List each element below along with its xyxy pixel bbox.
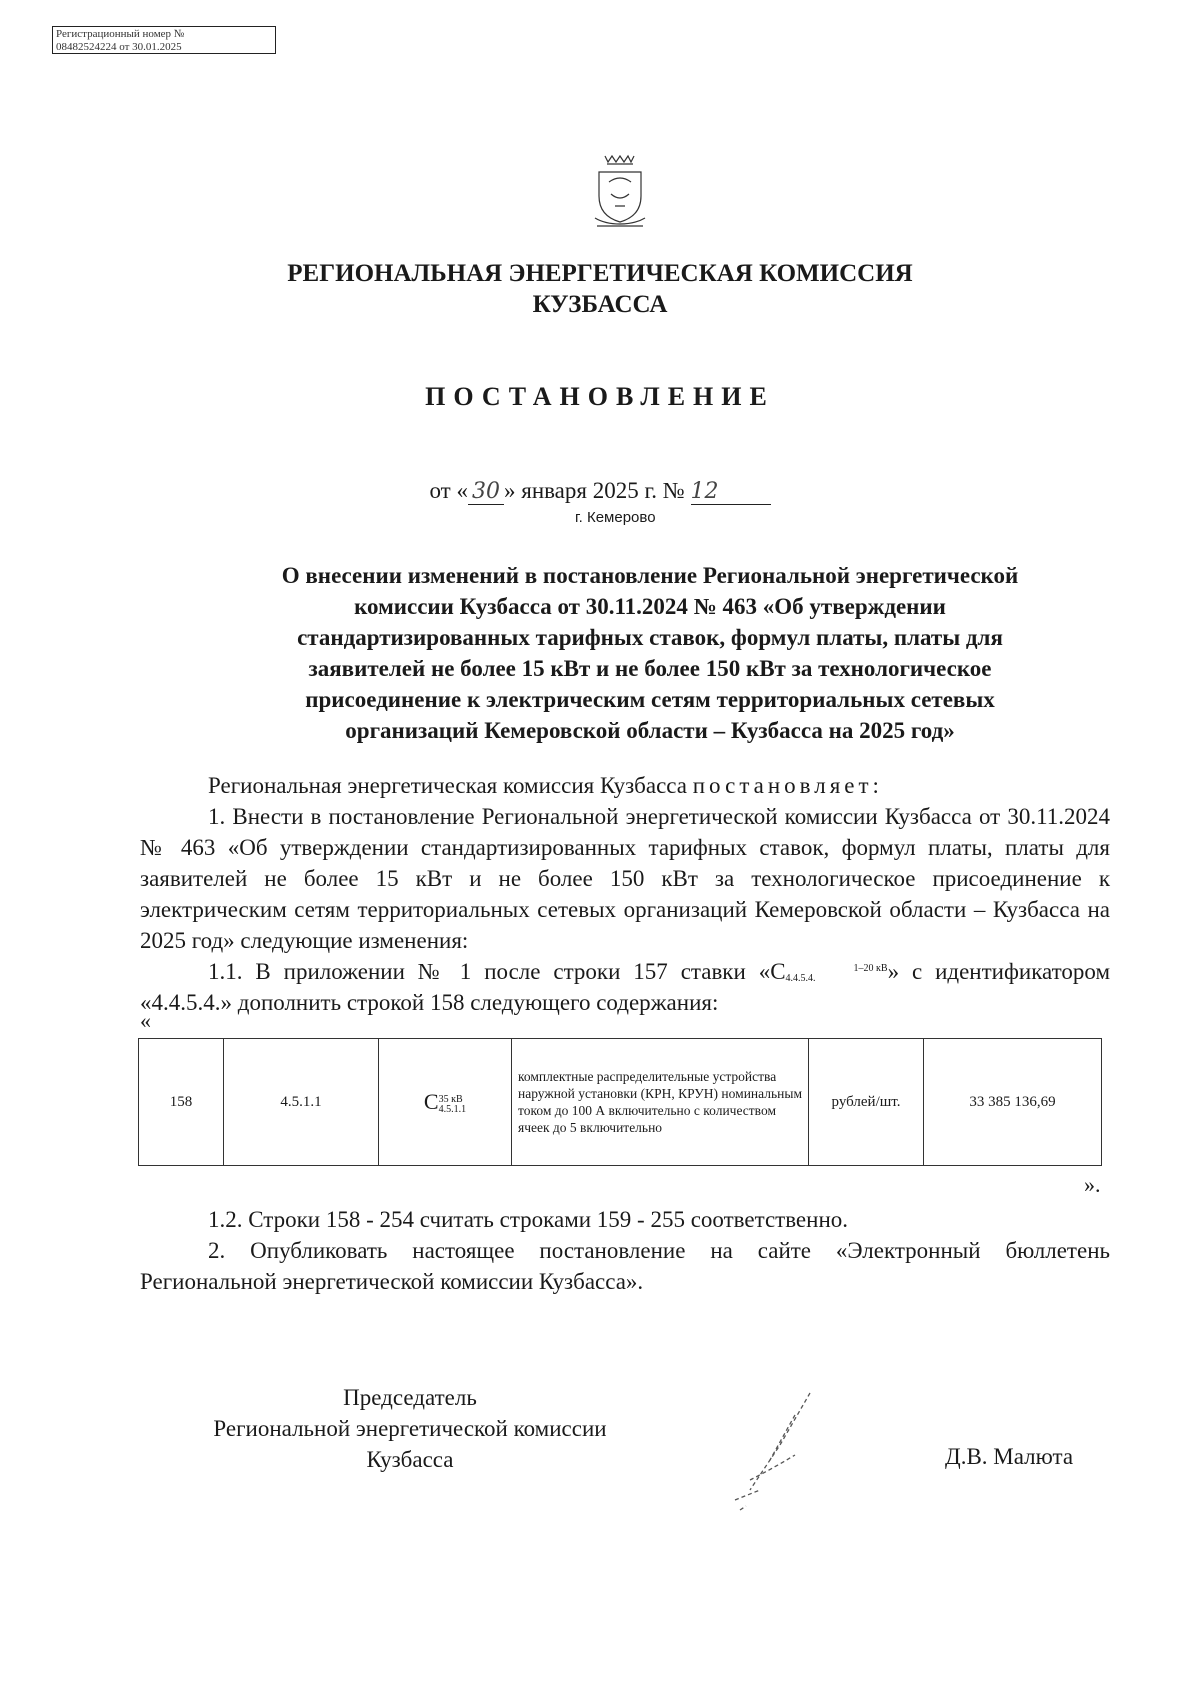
date-prefix: от « <box>429 478 468 503</box>
row-number-cell: 158 <box>139 1039 224 1166</box>
subject-line: заявителей не более 15 кВт и не более 150 кВт за технологическое <box>308 656 992 681</box>
subject-line: О внесении изменений в постановление Региональной энергетической <box>281 563 1019 588</box>
position-line3: Кузбасса <box>366 1447 454 1472</box>
description-cell: комплектные распределительные устройства наружной установки (КРН, КРУН) номинальным током до 100 А включительно с количеством ячеек до 5 включительно <box>512 1039 809 1166</box>
document-number-field <box>691 478 771 505</box>
registration-stamp <box>52 26 276 54</box>
handwritten-signature <box>720 1385 850 1515</box>
inserted-row-table <box>138 1038 1102 1166</box>
document-type: ПОСТАНОВЛЕНИЕ <box>425 382 775 411</box>
open-quote: « <box>140 1008 151 1033</box>
code-cell: 4.5.1.1 <box>224 1039 379 1166</box>
rate-index-sub: 4.4.5.4. <box>785 972 816 984</box>
rate-index <box>786 964 888 984</box>
item-1-1 <box>140 956 1110 1018</box>
intro-verb: постановляет: <box>692 773 883 798</box>
document-body <box>140 770 1110 1018</box>
document-subject <box>190 560 1110 746</box>
date-day-field <box>468 478 504 505</box>
subject-line: организаций Кемеровской области – Кузбасса на 2025 год» <box>345 718 955 743</box>
close-quote: ». <box>1084 1172 1101 1197</box>
rate-sub: 4.5.1.1 <box>438 1104 467 1116</box>
signatory-position <box>160 1382 660 1475</box>
item-1: 1. Внести в постановление Региональной энергетической комиссии Кузбасса от 30.11.2024 № 463 «Об утверждении стандартизированных тарифных ставок, формул платы, платы для заявителей не более 15 кВт и не более 150 кВт за технологическое присоединение к электрическим сетям территориальных сетевых организаций Кемеровской области – Кузбасса на 2025 год» следующие изменения: <box>140 804 1110 953</box>
subject-line: комиссии Кузбасса от 30.11.2024 № 463 «Об утверждении <box>354 594 946 619</box>
date-day: 30 <box>471 479 500 504</box>
organization-name <box>0 258 1200 320</box>
rate-index-sup: 1–20 кВ <box>853 962 888 974</box>
org-line1: РЕГИОНАЛЬНАЯ ЭНЕРГЕТИЧЕСКАЯ КОМИССИЯ <box>287 260 913 287</box>
intro-text: Региональная энергетическая комиссия Кузбасса <box>208 773 687 798</box>
rate-sup: 35 кВ <box>438 1094 463 1106</box>
item-2: 2. Опубликовать настоящее постановление на сайте «Электронный бюллетень Региональной энергетической комиссии Кузбасса». <box>140 1238 1110 1294</box>
unit-cell: рублей/шт. <box>809 1039 924 1166</box>
item-1-1-before: 1.1. В приложении № 1 после строки 157 ставки «С <box>208 959 786 984</box>
value-cell: 33 385 136,69 <box>924 1039 1102 1166</box>
document-body-continued <box>140 1204 1110 1297</box>
intro-paragraph <box>140 770 1110 801</box>
item-1-1-after: » с идентификатором «4.4.5.4.» дополнить строкой 158 следующего содержания: <box>140 959 1110 1015</box>
rate-symbol-index <box>439 1095 467 1115</box>
position-line1: Председатель <box>343 1385 477 1410</box>
date-line <box>0 478 1200 505</box>
position-line2: Региональной энергетической комиссии <box>213 1416 607 1441</box>
signatory-name: Д.В. Малюта <box>945 1444 1074 1469</box>
registration-line1: Регистрационный номер № <box>56 28 185 40</box>
city: г. Кемерово <box>575 509 656 526</box>
item-1-2: 1.2. Строки 158 - 254 считать строками 159 - 255 соответственно. <box>208 1207 849 1232</box>
subject-line: присоединение к электрическим сетям территориальных сетевых <box>305 687 995 712</box>
rate-cell <box>379 1039 512 1166</box>
rate-symbol: С <box>423 1088 439 1114</box>
table-row <box>139 1039 1102 1166</box>
subject-line: стандартизированных тарифных ставок, формул платы, платы для <box>297 625 1003 650</box>
date-mid: » января 2025 г. № <box>503 478 685 503</box>
org-line2: КУЗБАССА <box>532 291 668 318</box>
document-number: 12 <box>690 479 719 504</box>
registration-line2: 08482524224 от 30.01.2025 <box>56 41 182 53</box>
coat-of-arms-icon <box>585 150 655 230</box>
